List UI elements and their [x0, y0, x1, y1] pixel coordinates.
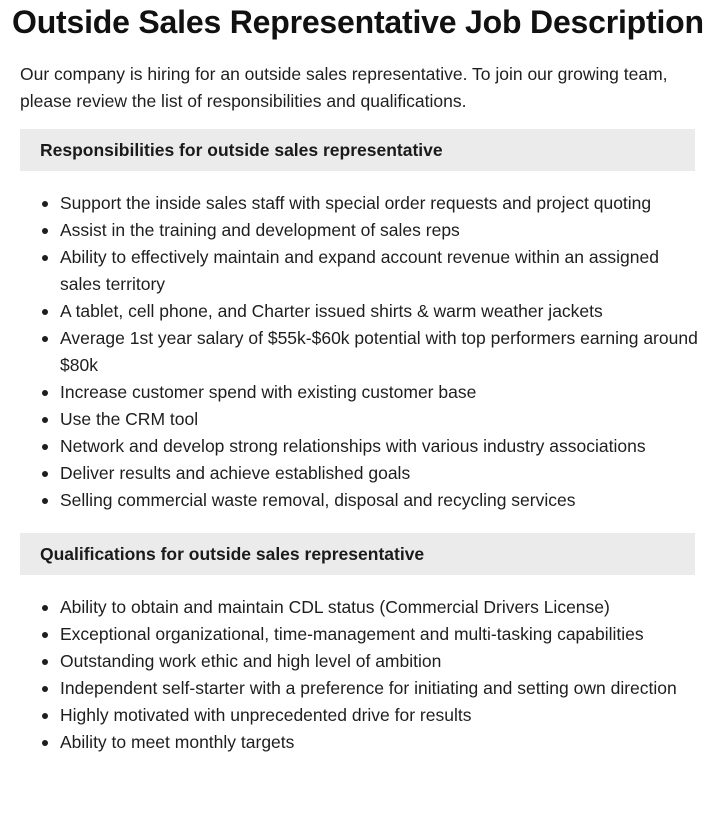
responsibilities-list: [20, 190, 700, 514]
list-item: Ability to meet monthly targets: [60, 729, 700, 756]
responsibilities-heading: Responsibilities for outside sales representative: [20, 129, 695, 171]
list-item: Increase customer spend with existing customer base: [60, 379, 700, 406]
list-item: Independent self-starter with a preference for initiating and setting own direction: [60, 675, 700, 702]
list-item: Support the inside sales staff with special order requests and project quoting: [60, 190, 700, 217]
list-item: Use the CRM tool: [60, 406, 700, 433]
list-item: A tablet, cell phone, and Charter issued shirts & warm weather jackets: [60, 298, 700, 325]
page-title: Outside Sales Representative Job Description: [12, 4, 704, 40]
list-item: Outstanding work ethic and high level of ambition: [60, 648, 700, 675]
intro-paragraph: Our company is hiring for an outside sales representative. To join our growing team, please review the list of responsibilities and qualifications.: [20, 64, 668, 111]
list-item: Average 1st year salary of $55k-$60k potential with top performers earning around $80k: [60, 325, 700, 379]
list-item: Ability to effectively maintain and expand account revenue within an assigned sales territory: [60, 244, 700, 298]
list-item: Highly motivated with unprecedented drive for results: [60, 702, 700, 729]
list-item: Ability to obtain and maintain CDL status (Commercial Drivers License): [60, 594, 700, 621]
qualifications-list: [20, 594, 700, 756]
list-item: Deliver results and achieve established goals: [60, 460, 700, 487]
list-item: Assist in the training and development of sales reps: [60, 217, 700, 244]
list-item: Network and develop strong relationships with various industry associations: [60, 433, 700, 460]
list-item: Selling commercial waste removal, disposal and recycling services: [60, 487, 700, 514]
qualifications-heading: Qualifications for outside sales representative: [20, 533, 695, 575]
list-item: Exceptional organizational, time-management and multi-tasking capabilities: [60, 621, 700, 648]
